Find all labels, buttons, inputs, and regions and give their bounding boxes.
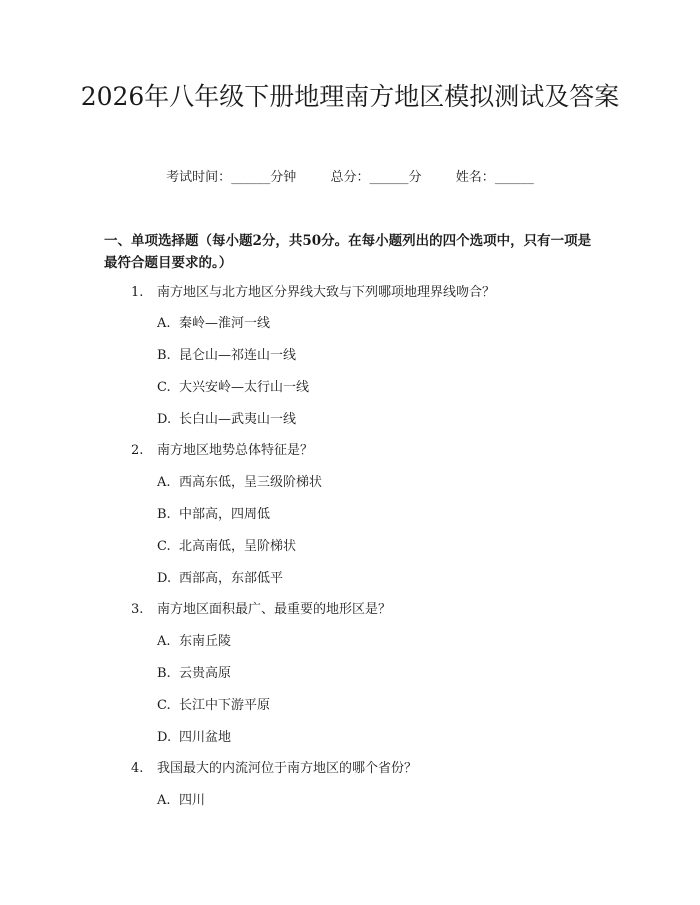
option-letter: D. [157, 412, 172, 427]
option-text: 西部高，东部低平 [179, 571, 284, 586]
total-score-blank: ______ [369, 170, 409, 185]
option-letter: D. [157, 730, 172, 745]
option-text: 大兴安岭—太行山一线 [179, 380, 310, 395]
option-text: 西高东低，呈三级阶梯状 [179, 475, 323, 490]
exam-time-label: 考试时间： [166, 170, 232, 185]
section-heading: 一、单项选择题（每小题2分，共50分。在每小题列出的四个选项中，只有一项是最符合题目要求的。） [104, 233, 592, 271]
student-name-blank: ______ [494, 170, 534, 185]
option-text: 秦岭—淮河一线 [179, 316, 271, 331]
question-number: 3. [131, 602, 144, 617]
option-text: 四川盆地 [179, 730, 232, 745]
total-score-unit: 分 [408, 170, 422, 185]
exam-time-blank: ______ [231, 170, 271, 185]
question-number: 4. [131, 761, 144, 776]
option-letter: A. [157, 316, 171, 331]
document-title: 2026年八年级下册地理南方地区模拟测试及答案 [80, 82, 620, 111]
option-letter: A. [157, 793, 171, 808]
question-number: 1. [131, 285, 144, 300]
student-name-label: 姓名： [455, 170, 495, 185]
option-letter: A. [157, 634, 171, 649]
question-number: 2. [131, 443, 144, 458]
exam-info-line [0, 168, 700, 188]
option-text: 北高南低，呈阶梯状 [179, 539, 297, 554]
question-text: 南方地区与北方地区分界线大致与下列哪项地理界线吻合？ [157, 285, 496, 300]
option-letter: D. [157, 571, 172, 586]
exam-time-unit: 分钟 [270, 170, 297, 185]
option-text: 云贵高原 [179, 666, 232, 681]
question-text: 南方地区地势总体特征是？ [157, 443, 314, 458]
total-score-label: 总分： [330, 170, 370, 185]
option-letter: A. [157, 475, 171, 490]
option-text: 四川 [179, 793, 206, 808]
option-text: 昆仑山—祁连山一线 [179, 348, 297, 363]
option-letter: B. [157, 507, 171, 522]
option-text: 东南丘陵 [179, 634, 232, 649]
question-text: 我国最大的内流河位于南方地区的哪个省份？ [157, 761, 418, 776]
option-letter: C. [157, 698, 171, 713]
option-text: 长江中下游平原 [179, 698, 271, 713]
option-letter: B. [157, 348, 171, 363]
option-letter: C. [157, 539, 171, 554]
option-text: 长白山—武夷山一线 [179, 412, 297, 427]
option-letter: B. [157, 666, 171, 681]
question-text: 南方地区面积最广、最重要的地形区是？ [157, 602, 392, 617]
option-text: 中部高，四周低 [179, 507, 271, 522]
option-letter: C. [157, 380, 171, 395]
